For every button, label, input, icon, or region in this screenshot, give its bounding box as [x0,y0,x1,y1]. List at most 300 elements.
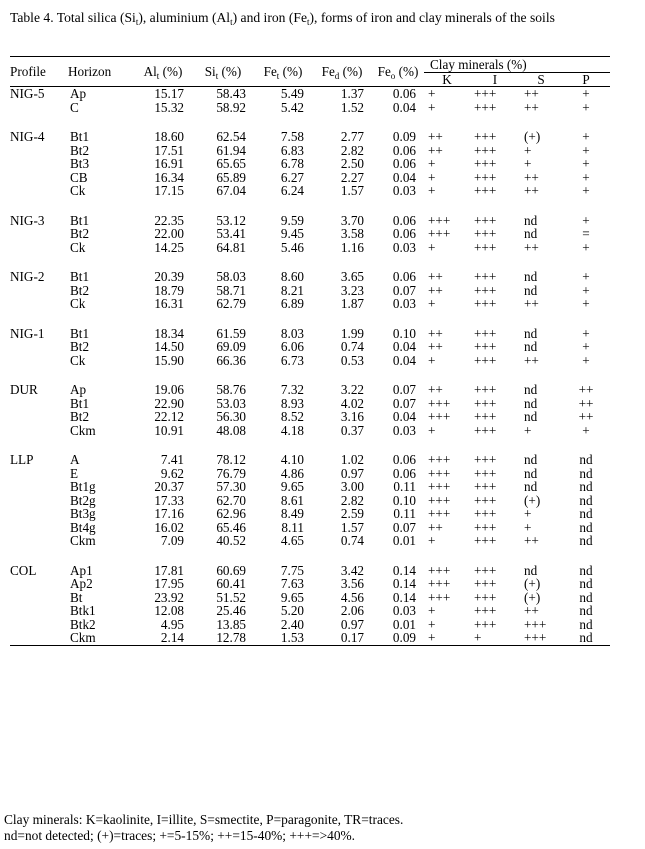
cell-horizon: Btk2 [70,616,96,632]
cell-k: + [428,169,436,185]
cell-feo: 0.04 [392,99,416,115]
table-row [10,467,610,481]
cell-horizon: E [70,465,79,481]
header-si-unit: (%) [218,64,242,79]
cell-fed: 2.27 [340,169,364,185]
cell-profile [10,340,68,354]
cell-s: (+) [524,589,541,605]
cell-si: 40.52 [216,533,246,548]
cell-i: +++ [474,296,497,311]
cell-fed: 2.82 [340,142,364,158]
cell-k: + [428,156,436,171]
cell-si: 62.54 [216,129,246,144]
cell-feo: 0.03 [392,239,416,255]
cell-fed: 2.50 [340,156,364,171]
table-row [10,157,610,171]
spacer-row [10,254,610,270]
cell-horizon: Bt1 [70,269,90,284]
table-row [10,383,610,397]
cell-i: +++ [474,452,497,467]
cell-p: nd [579,452,593,467]
table-row [10,101,610,115]
cell-si: 56.30 [216,409,246,424]
cell-p: + [582,339,590,354]
cell-s: (+) [524,492,541,508]
table-row [10,618,610,632]
cell-k: + [428,616,436,632]
cell-k: + [428,296,436,311]
cell-horizon: Ckm [70,533,96,548]
cell-profile [10,618,68,632]
cell-k: +++ [428,562,451,578]
cell-al: 7.09 [160,533,184,548]
table-caption [10,10,640,26]
cell-feo: 0.07 [392,382,416,397]
cell-profile [10,101,68,115]
table-row [10,564,610,578]
cell-profile [10,227,68,241]
cell-profile [10,507,68,521]
cell-p: + [582,269,590,284]
cell-fed: 1.99 [340,325,364,341]
cell-p: nd [579,616,593,632]
cell-i: + [470,631,520,645]
cell-fed: 1.02 [340,452,364,467]
cell-k: +++ [428,409,451,424]
cell-si: 13.85 [216,616,246,632]
cell-i: +++ [474,129,497,144]
cell-s: + [524,156,532,171]
cell-i: +++ [474,212,497,228]
cell-fet: 6.27 [280,169,304,185]
header-k: K [424,73,470,87]
cell-s: + [524,506,532,521]
cell-i: +++ [474,465,497,481]
cell-fet: 7.75 [280,562,304,578]
cell-feo: 0.01 [392,533,416,548]
cell-horizon: Ck [70,352,86,368]
cell-si: 53.12 [216,212,246,228]
caption-text: ), aluminium (Al [138,10,231,25]
cell-k: ++ [428,129,443,144]
cell-si: 65.89 [216,169,246,185]
cell-k: ++ [428,339,443,354]
cell-horizon: Btk1 [70,603,96,618]
cell-i: +++ [474,422,497,438]
cell-feo: 0.06 [392,269,416,284]
cell-s: nd [524,409,538,424]
cell-al: 15.90 [154,352,184,368]
table-row [10,340,610,354]
cell-horizon: Bt2 [70,226,90,241]
cell-horizon: Ap2 [70,576,93,591]
cell-si: 58.03 [216,269,246,284]
header-si-label: Si [204,64,216,79]
cell-s: nd [524,269,538,284]
cell-al: 20.39 [154,269,184,284]
cell-p: + [582,352,590,368]
cell-si: 76.79 [216,465,246,481]
cell-profile: COL [10,562,37,578]
cell-fet: 6.06 [280,339,304,354]
cell-s: (+) [524,576,541,591]
cell-profile [10,534,68,548]
cell-profile [10,397,68,411]
table-row [10,410,610,424]
table-row [10,184,610,198]
caption-subscript: t [306,17,310,27]
table-row [10,297,610,311]
cell-i: +++ [474,562,497,578]
spacer-row [10,548,610,564]
header-al-unit: (%) [159,64,183,79]
cell-p: nd [579,576,593,591]
cell-horizon: Ap [70,382,87,397]
cell-fed: 3.65 [340,269,364,284]
cell-k: ++ [428,269,443,284]
cell-profile [10,604,68,618]
cell-feo: 0.14 [392,562,416,578]
cell-al: 16.31 [154,296,184,311]
cell-feo: 0.14 [392,589,416,605]
cell-fet: 6.78 [280,156,304,171]
table-row [10,87,610,101]
cell-p: ++ [578,382,594,397]
cell-s: ++ [524,296,539,311]
cell-s: ++ [524,603,539,618]
cell-fet: 6.89 [280,296,304,311]
header-profile: Profile [10,57,68,87]
cell-k: +++ [428,226,451,241]
cell-profile [10,631,68,645]
caption-text: ) and iron (Fe [232,10,307,25]
cell-al: 17.95 [154,576,184,591]
cell-feo: 0.01 [392,616,416,632]
cell-i: +++ [474,156,497,171]
header-s: S [520,73,562,87]
cell-i: +++ [474,183,497,198]
table-row [10,270,610,284]
cell-horizon: Bt2 [70,282,90,298]
cell-k: ++ [428,325,443,341]
cell-k: +++ [428,452,451,467]
table-footnote [4,812,634,844]
cell-s: nd [524,479,538,494]
cell-fed: 0.97 [340,616,364,632]
cell-al: 12.08 [154,603,184,618]
table-row [10,241,610,255]
header-al-sub: t [156,71,160,81]
cell-al: 15.32 [154,99,184,115]
cell-profile [10,591,68,605]
cell-fet: 4.86 [280,465,304,481]
cell-feo: 0.04 [392,169,416,185]
cell-al: 22.35 [154,212,184,228]
cell-fet: 8.11 [281,519,304,535]
table-row [10,130,610,144]
cell-s: nd [524,465,538,481]
cell-p: + [582,325,590,341]
cell-i: +++ [474,325,497,341]
cell-fet: 6.83 [280,142,304,158]
cell-profile [10,297,68,311]
cell-feo: 0.04 [392,339,416,354]
cell-s: nd [524,325,538,341]
cell-feo: 0.07 [392,282,416,298]
spacer-cell [10,254,610,270]
cell-horizon: Bt1 [70,129,90,144]
cell-i: +++ [474,86,497,101]
cell-k: + [424,631,470,645]
table-row [10,327,610,341]
table-row [10,577,610,591]
cell-profile [10,284,68,298]
caption-subscript: t [135,17,139,27]
cell-profile: NIG-3 [10,212,45,228]
cell-horizon: Bt2g [70,492,96,508]
cell-horizon: Bt3 [70,156,90,171]
cell-al: 15.17 [154,86,184,101]
cell-horizon: Bt4g [70,519,96,535]
cell-k: +++ [428,576,451,591]
cell-fed: 1.57 [340,183,364,198]
cell-si: 58.76 [216,382,246,397]
cell-horizon: Bt1 [70,325,90,341]
cell-al: 17.15 [154,183,184,198]
cell-feo: 0.06 [392,226,416,241]
header-si-sub: t [215,71,219,81]
cell-fet: 8.49 [280,506,304,521]
cell-s: +++ [524,616,547,632]
cell-si: 67.04 [216,183,246,198]
cell-i: +++ [474,479,497,494]
cell-k: ++ [428,519,443,535]
cell-fed: 3.42 [340,562,364,578]
spacer-cell [10,437,610,453]
cell-s: ++ [524,352,539,368]
table-row [10,227,610,241]
cell-p: nd [562,631,610,645]
cell-al: 7.41 [160,452,184,467]
cell-fet: 7.63 [280,576,304,591]
cell-si: 12.78 [192,631,254,645]
cell-si: 57.30 [216,479,246,494]
cell-k: +++ [428,506,451,521]
cell-p: + [582,282,590,298]
spacer-cell [10,198,610,214]
table-row [10,397,610,411]
cell-feo: 0.03 [392,603,416,618]
cell-si: 53.41 [216,226,246,241]
cell-fed: 0.17 [312,631,372,645]
cell-feo: 0.10 [392,492,416,508]
cell-i: +++ [474,269,497,284]
spacer-cell [10,367,610,383]
cell-al: 22.12 [154,409,184,424]
header-fed-sub: d [334,71,340,81]
cell-profile: DUR [10,382,38,397]
cell-fed: 3.22 [340,382,364,397]
cell-feo: 0.11 [393,506,416,521]
cell-i: +++ [474,382,497,397]
cell-i: +++ [474,352,497,368]
header-feo-sub: o [390,71,396,81]
cell-k: +++ [428,479,451,494]
cell-i: +++ [474,99,497,115]
cell-i: +++ [474,603,497,618]
cell-al: 10.91 [154,422,184,438]
cell-p: + [582,86,590,101]
cell-p: + [582,99,590,115]
cell-k: + [428,422,436,438]
cell-fed: 2.82 [340,492,364,508]
cell-k: + [428,533,436,548]
cell-feo: 0.04 [392,352,416,368]
cell-si: 69.09 [216,339,246,354]
cell-horizon: Ck [70,239,86,255]
cell-i: +++ [474,589,497,605]
header-fet-label: Fe [263,64,277,79]
cell-al: 22.90 [154,395,184,411]
cell-profile [10,354,68,368]
table-row [10,424,610,438]
cell-p: nd [579,589,593,605]
cell-feo: 0.04 [392,409,416,424]
cell-al: 9.62 [160,465,184,481]
cell-fed: 0.74 [340,339,364,354]
cell-horizon: Bt1g [70,479,96,494]
cell-i: +++ [474,492,497,508]
cell-si: 25.46 [216,603,246,618]
cell-profile: NIG-5 [10,86,45,101]
cell-p: nd [579,562,593,578]
cell-profile: NIG-4 [10,129,45,144]
cell-i: +++ [474,169,497,185]
cell-horizon: Ap [70,86,87,101]
cell-fet: 5.42 [280,99,304,115]
cell-fet: 8.61 [280,492,304,508]
table-row [10,534,610,548]
cell-fet: 9.65 [280,479,304,494]
cell-fed: 3.58 [340,226,364,241]
cell-horizon: A [70,452,80,467]
cell-i: +++ [474,226,497,241]
cell-p: nd [579,492,593,508]
cell-profile [10,467,68,481]
spacer-cell [10,114,610,130]
cell-profile: NIG-1 [10,325,45,341]
table-row [10,214,610,228]
cell-s: ++ [524,169,539,185]
header-fet-sub: t [276,71,280,81]
cell-p: ++ [578,409,594,424]
cell-al: 17.51 [154,142,184,158]
cell-feo: 0.14 [392,576,416,591]
cell-s: nd [524,382,538,397]
header-feo-label: Fe [377,64,391,79]
cell-fed: 1.16 [340,239,364,255]
cell-si: 60.69 [216,562,246,578]
cell-fed: 1.57 [340,519,364,535]
cell-horizon: Bt2 [70,339,90,354]
cell-i: +++ [474,395,497,411]
cell-profile [10,577,68,591]
cell-si: 66.36 [216,352,246,368]
cell-feo: 0.07 [392,519,416,535]
soil-table [10,56,610,646]
cell-s: +++ [520,631,562,645]
cell-al: 17.81 [154,562,184,578]
cell-al: 17.16 [154,506,184,521]
caption-text: Table 4. Total silica (Si [10,10,136,25]
cell-i: +++ [474,282,497,298]
cell-fed: 3.00 [340,479,364,494]
cell-horizon: CB [70,169,88,185]
cell-p: nd [579,519,593,535]
cell-fed: 1.87 [340,296,364,311]
header-row [10,57,610,73]
table-row [10,591,610,605]
table-row [10,284,610,298]
spacer-cell [10,548,610,564]
cell-profile [10,480,68,494]
cell-fed: 2.59 [340,506,364,521]
header-p: P [562,73,610,87]
header-fed [312,57,372,87]
cell-p: nd [579,465,593,481]
cell-horizon: C [70,99,79,115]
header-al [134,57,192,87]
cell-feo: 0.10 [392,325,416,341]
cell-feo: 0.07 [392,395,416,411]
cell-s: nd [524,562,538,578]
cell-i: +++ [474,409,497,424]
cell-fed: 0.37 [340,422,364,438]
cell-p: + [582,212,590,228]
table-row [10,171,610,185]
cell-horizon: Ck [70,183,86,198]
table-row [10,604,610,618]
cell-k: +++ [428,465,451,481]
cell-i: +++ [474,506,497,521]
cell-horizon: Ckm [68,631,134,645]
footnote-line: Clay minerals: K=kaolinite, I=illite, S=smectite, P=paragonite, TR=traces. [4,812,404,827]
cell-k: +++ [428,492,451,508]
cell-feo: 0.09 [392,129,416,144]
cell-al: 17.33 [154,492,184,508]
caption-text: ), forms of iron and clay minerals of the soils [309,10,555,25]
cell-p: + [582,142,590,158]
cell-si: 62.96 [216,506,246,521]
cell-horizon: Ck [70,296,86,311]
cell-fet: 6.73 [280,352,304,368]
cell-fet: 4.10 [280,452,304,467]
cell-fed: 3.70 [340,212,364,228]
cell-k: ++ [428,282,443,298]
cell-al: 18.34 [154,325,184,341]
cell-feo: 0.09 [372,631,424,645]
cell-al: 23.92 [154,589,184,605]
table-row [10,507,610,521]
cell-s: ++ [524,533,539,548]
cell-profile [10,241,68,255]
cell-si: 65.65 [216,156,246,171]
table-row [10,521,610,535]
cell-s: nd [524,452,538,467]
cell-s: + [524,519,532,535]
cell-s: (+) [524,129,541,144]
cell-s: nd [524,395,538,411]
